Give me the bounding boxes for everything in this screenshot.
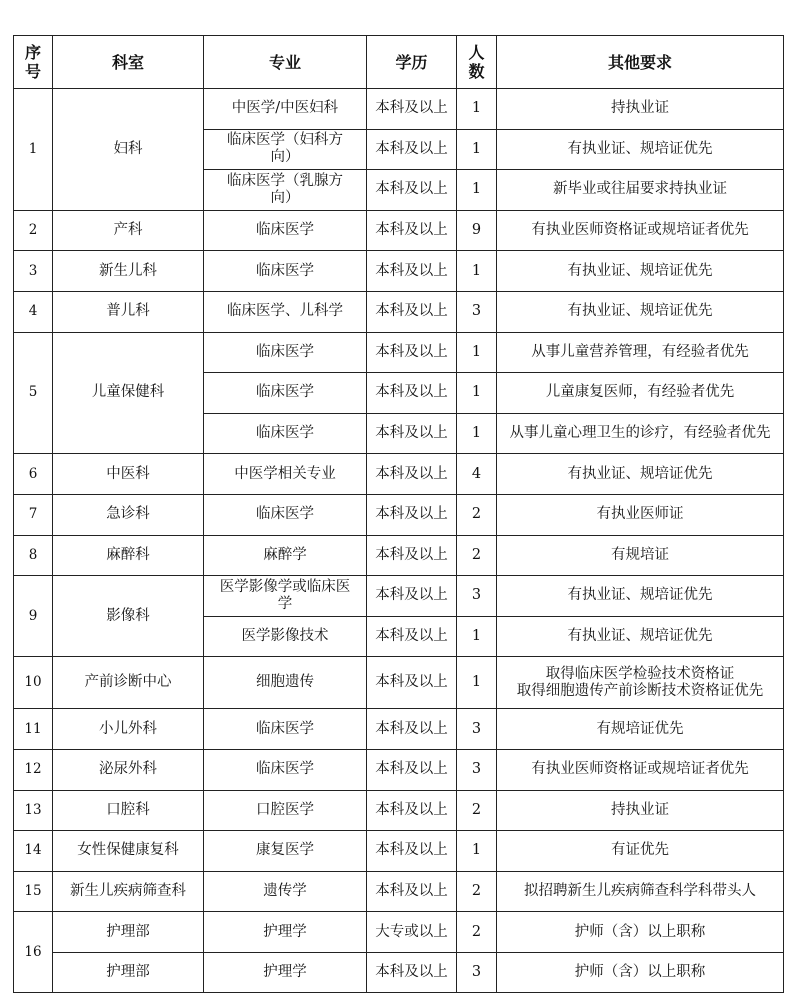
cell-dept: 小儿外科 xyxy=(53,709,204,750)
header-count: 人 数 xyxy=(457,36,497,89)
cell-seq: 1 xyxy=(14,89,53,211)
cell-major: 临床医学 xyxy=(204,210,367,251)
cell-edu: 本科及以上 xyxy=(367,129,457,170)
cell-seq: 16 xyxy=(14,912,53,993)
cell-count: 1 xyxy=(457,373,497,414)
header-dept: 科室 xyxy=(53,36,204,89)
table-row xyxy=(14,535,784,576)
cell-edu: 本科及以上 xyxy=(367,291,457,332)
cell-dept: 新生儿疾病筛查科 xyxy=(53,871,204,912)
cell-seq: 11 xyxy=(14,709,53,750)
cell-dept: 护理部 xyxy=(53,912,204,953)
cell-major: 细胞遗传 xyxy=(204,657,367,709)
cell-dept: 麻醉科 xyxy=(53,535,204,576)
table-row xyxy=(14,332,784,373)
cell-req: 新毕业或往届要求持执业证 xyxy=(497,170,784,211)
cell-dept: 妇科 xyxy=(53,89,204,211)
cell-edu: 本科及以上 xyxy=(367,413,457,454)
cell-count: 1 xyxy=(457,332,497,373)
cell-count: 1 xyxy=(457,413,497,454)
cell-major: 临床医学（妇科方 向） xyxy=(204,129,367,170)
cell-seq: 6 xyxy=(14,454,53,495)
cell-count: 1 xyxy=(457,129,497,170)
table-row xyxy=(14,576,784,617)
cell-req: 有执业证、规培证优先 xyxy=(497,576,784,617)
cell-dept: 产科 xyxy=(53,210,204,251)
cell-seq: 14 xyxy=(14,831,53,872)
table-row xyxy=(14,454,784,495)
cell-count: 9 xyxy=(457,210,497,251)
cell-edu: 本科及以上 xyxy=(367,535,457,576)
cell-count: 2 xyxy=(457,871,497,912)
header-row xyxy=(14,36,784,89)
cell-major: 临床医学 xyxy=(204,413,367,454)
cell-major: 临床医学（乳腺方 向） xyxy=(204,170,367,211)
cell-edu: 大专或以上 xyxy=(367,912,457,953)
cell-dept: 产前诊断中心 xyxy=(53,657,204,709)
cell-count: 3 xyxy=(457,576,497,617)
cell-edu: 本科及以上 xyxy=(367,657,457,709)
header-major: 专业 xyxy=(204,36,367,89)
cell-major: 临床医学 xyxy=(204,373,367,414)
table-row xyxy=(14,952,784,993)
cell-seq: 9 xyxy=(14,576,53,657)
cell-edu: 本科及以上 xyxy=(367,749,457,790)
cell-count: 2 xyxy=(457,494,497,535)
table-row xyxy=(14,749,784,790)
cell-dept: 急诊科 xyxy=(53,494,204,535)
cell-dept: 影像科 xyxy=(53,576,204,657)
cell-dept: 泌尿外科 xyxy=(53,749,204,790)
header-edu: 学历 xyxy=(367,36,457,89)
cell-edu: 本科及以上 xyxy=(367,831,457,872)
cell-count: 1 xyxy=(457,89,497,130)
cell-edu: 本科及以上 xyxy=(367,251,457,292)
cell-req: 有执业证、规培证优先 xyxy=(497,454,784,495)
cell-seq: 2 xyxy=(14,210,53,251)
cell-seq: 15 xyxy=(14,871,53,912)
cell-major: 遗传学 xyxy=(204,871,367,912)
cell-seq: 10 xyxy=(14,657,53,709)
cell-edu: 本科及以上 xyxy=(367,170,457,211)
cell-req: 拟招聘新生儿疾病筛查科学科带头人 xyxy=(497,871,784,912)
cell-dept: 普儿科 xyxy=(53,291,204,332)
cell-major: 口腔医学 xyxy=(204,790,367,831)
cell-req: 有执业医师资格证或规培证者优先 xyxy=(497,749,784,790)
cell-req: 从事儿童营养管理，有经验者优先 xyxy=(497,332,784,373)
cell-edu: 本科及以上 xyxy=(367,576,457,617)
cell-edu: 本科及以上 xyxy=(367,871,457,912)
cell-edu: 本科及以上 xyxy=(367,494,457,535)
cell-dept: 儿童保健科 xyxy=(53,332,204,454)
table-row xyxy=(14,291,784,332)
header-req: 其他要求 xyxy=(497,36,784,89)
cell-major: 临床医学 xyxy=(204,709,367,750)
cell-major: 临床医学、儿科学 xyxy=(204,291,367,332)
cell-count: 2 xyxy=(457,912,497,953)
cell-seq: 8 xyxy=(14,535,53,576)
cell-edu: 本科及以上 xyxy=(367,790,457,831)
cell-count: 1 xyxy=(457,170,497,211)
cell-req: 有执业医师证 xyxy=(497,494,784,535)
table-row xyxy=(14,89,784,130)
cell-edu: 本科及以上 xyxy=(367,709,457,750)
cell-major: 临床医学 xyxy=(204,332,367,373)
cell-major: 医学影像技术 xyxy=(204,616,367,657)
cell-seq: 4 xyxy=(14,291,53,332)
cell-req: 护师（含）以上职称 xyxy=(497,952,784,993)
table-row xyxy=(14,790,784,831)
cell-count: 3 xyxy=(457,291,497,332)
cell-req: 有执业证、规培证优先 xyxy=(497,616,784,657)
cell-major: 医学影像学或临床医 学 xyxy=(204,576,367,617)
cell-req: 儿童康复医师，有经验者优先 xyxy=(497,373,784,414)
cell-dept: 护理部 xyxy=(53,952,204,993)
table-row xyxy=(14,912,784,953)
cell-count: 1 xyxy=(457,251,497,292)
cell-major: 麻醉学 xyxy=(204,535,367,576)
cell-major: 临床医学 xyxy=(204,494,367,535)
cell-edu: 本科及以上 xyxy=(367,454,457,495)
cell-edu: 本科及以上 xyxy=(367,210,457,251)
header-seq: 序 号 xyxy=(14,36,53,89)
cell-req: 持执业证 xyxy=(497,89,784,130)
cell-major: 护理学 xyxy=(204,912,367,953)
table-row xyxy=(14,831,784,872)
table-row xyxy=(14,871,784,912)
cell-major: 康复医学 xyxy=(204,831,367,872)
cell-dept: 新生儿科 xyxy=(53,251,204,292)
cell-req: 从事儿童心理卫生的诊疗，有经验者优先 xyxy=(497,413,784,454)
table-row xyxy=(14,657,784,709)
cell-edu: 本科及以上 xyxy=(367,616,457,657)
cell-seq: 13 xyxy=(14,790,53,831)
cell-dept: 中医科 xyxy=(53,454,204,495)
cell-count: 3 xyxy=(457,749,497,790)
cell-count: 1 xyxy=(457,657,497,709)
table-row xyxy=(14,251,784,292)
cell-major: 临床医学 xyxy=(204,749,367,790)
cell-seq: 3 xyxy=(14,251,53,292)
cell-major: 护理学 xyxy=(204,952,367,993)
cell-req: 护师（含）以上职称 xyxy=(497,912,784,953)
cell-edu: 本科及以上 xyxy=(367,952,457,993)
cell-req: 取得临床医学检验技术资格证 取得细胞遗传产前诊断技术资格证优先 xyxy=(497,657,784,709)
cell-req: 有执业证、规培证优先 xyxy=(497,129,784,170)
cell-count: 2 xyxy=(457,790,497,831)
cell-seq: 5 xyxy=(14,332,53,454)
cell-count: 3 xyxy=(457,952,497,993)
cell-dept: 女性保健康复科 xyxy=(53,831,204,872)
cell-major: 中医学相关专业 xyxy=(204,454,367,495)
cell-req: 有执业证、规培证优先 xyxy=(497,251,784,292)
cell-count: 1 xyxy=(457,616,497,657)
cell-req: 有执业医师资格证或规培证者优先 xyxy=(497,210,784,251)
cell-req: 有规培证优先 xyxy=(497,709,784,750)
cell-major: 中医学/中医妇科 xyxy=(204,89,367,130)
cell-count: 4 xyxy=(457,454,497,495)
recruitment-table xyxy=(13,35,784,993)
cell-req: 持执业证 xyxy=(497,790,784,831)
cell-req: 有执业证、规培证优先 xyxy=(497,291,784,332)
table-row xyxy=(14,709,784,750)
cell-req: 有规培证 xyxy=(497,535,784,576)
cell-seq: 12 xyxy=(14,749,53,790)
cell-edu: 本科及以上 xyxy=(367,332,457,373)
cell-edu: 本科及以上 xyxy=(367,89,457,130)
cell-count: 2 xyxy=(457,535,497,576)
table-row xyxy=(14,210,784,251)
cell-seq: 7 xyxy=(14,494,53,535)
cell-dept: 口腔科 xyxy=(53,790,204,831)
cell-count: 3 xyxy=(457,709,497,750)
table-row xyxy=(14,494,784,535)
cell-req: 有证优先 xyxy=(497,831,784,872)
cell-edu: 本科及以上 xyxy=(367,373,457,414)
cell-count: 1 xyxy=(457,831,497,872)
cell-major: 临床医学 xyxy=(204,251,367,292)
